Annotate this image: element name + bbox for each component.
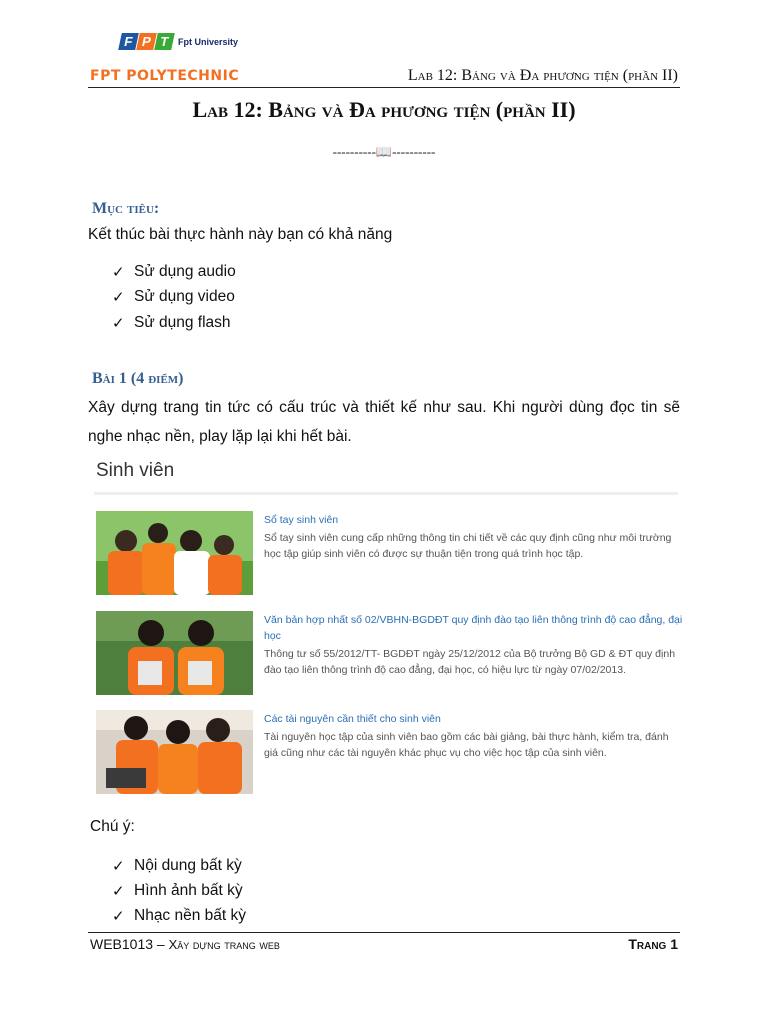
note-label: Chú ý: — [90, 818, 135, 835]
list-item — [112, 878, 246, 903]
list-item — [112, 903, 246, 928]
news-item-title[interactable]: Văn bản hợp nhất số 02/VBHN-BGDĐT quy định đào tạo liên thông trình độ cao đẳng, đại học — [264, 614, 683, 642]
fpt-logo — [120, 33, 238, 50]
check-icon: ✓ — [112, 263, 125, 281]
footer-dash: – — [153, 936, 169, 952]
title-divider: ----------📖---------- — [332, 144, 436, 159]
list-item — [112, 285, 236, 311]
objective-heading: Mục tiêu: — [92, 200, 160, 217]
check-icon: ✓ — [112, 314, 125, 332]
exercise-heading: Bài 1 (4 điểm) — [92, 370, 184, 387]
note-list — [112, 853, 246, 928]
news-title-rule — [94, 492, 678, 495]
list-item-text: Nhạc nền bất kỳ — [134, 906, 247, 924]
news-item — [96, 710, 680, 796]
footer-course — [90, 936, 280, 952]
footer-course-name: Xây dựng trang web — [168, 937, 280, 952]
fpt-logo-mark — [120, 33, 174, 50]
news-thumbnail-students-group — [96, 511, 253, 595]
list-item-text: Sử dụng audio — [134, 262, 236, 280]
check-icon: ✓ — [112, 882, 125, 900]
news-item-desc: Tài nguyên học tập của sinh viên bao gồm các bài giảng, bài thực hành, kiểm tra, đánh giá cũng như các tài nguyên khác phục vụ cho việc học tập của sinh viên. — [264, 731, 669, 759]
list-item-text: Sử dụng flash — [134, 313, 231, 331]
logo-letter-t: T — [154, 33, 175, 50]
footer-page-number: Trang 1 — [628, 936, 678, 952]
polytechnic-brand: FPT POLYTECHNIC — [90, 68, 240, 84]
page-title: Lab 12: Bảng và Đa phương tiện (phần II) — [192, 97, 576, 122]
news-thumbnail-students-laptop — [96, 710, 253, 794]
running-header-title: Lab 12: Bảng và Đa phương tiện (phần II) — [407, 67, 678, 84]
news-thumbnail-two-students — [96, 611, 253, 695]
list-item-text: Nội dung bất kỳ — [134, 856, 242, 874]
list-item — [112, 310, 236, 336]
news-item-title[interactable]: Các tài nguyên cần thiết cho sinh viên — [264, 713, 441, 725]
news-item-title[interactable]: Sổ tay sinh viên — [264, 514, 339, 526]
list-item-text: Sử dụng video — [134, 288, 235, 306]
footer-rule — [88, 932, 680, 933]
logo-letter-f: F — [118, 33, 139, 50]
news-screenshot — [88, 452, 683, 802]
list-item — [112, 853, 246, 878]
objective-intro: Kết thúc bài thực hành này bạn có khả năng — [88, 226, 393, 243]
check-icon: ✓ — [112, 907, 125, 925]
check-icon: ✓ — [112, 289, 125, 307]
news-item-desc: Sổ tay sinh viên cung cấp những thông tin chi tiết về các quy định cũng như môi trường học tập giúp sinh viên có được sự thuận tiện trong quá trình học tập. — [264, 532, 672, 560]
news-item — [96, 611, 683, 697]
footer-course-code: WEB1013 — [90, 936, 154, 952]
header-rule — [88, 87, 680, 88]
news-item-desc: Thông tư số 55/2012/TT- BGDĐT ngày 25/12/2012 của Bộ trưởng Bộ GD & ĐT quy định đào tạo liên thông trình độ cao đẳng, đại học, có hiệu lực từ ngày 07/02/2013. — [264, 648, 676, 676]
news-section-title: Sinh viên — [96, 460, 175, 481]
check-icon: ✓ — [112, 857, 125, 875]
list-item-text: Hình ảnh bất kỳ — [134, 881, 243, 899]
objective-list — [112, 259, 236, 336]
logo-letter-p: P — [136, 33, 157, 50]
logo-university-text: Fpt University — [178, 36, 239, 47]
list-item — [112, 259, 236, 285]
exercise-body: Xây dựng trang tin tức có cấu trúc và thiết kế như sau. Khi người dùng đọc tin sẽ nghe nhạc nền, play lặp lại khi hết bài. — [88, 399, 680, 445]
news-item — [96, 511, 680, 597]
